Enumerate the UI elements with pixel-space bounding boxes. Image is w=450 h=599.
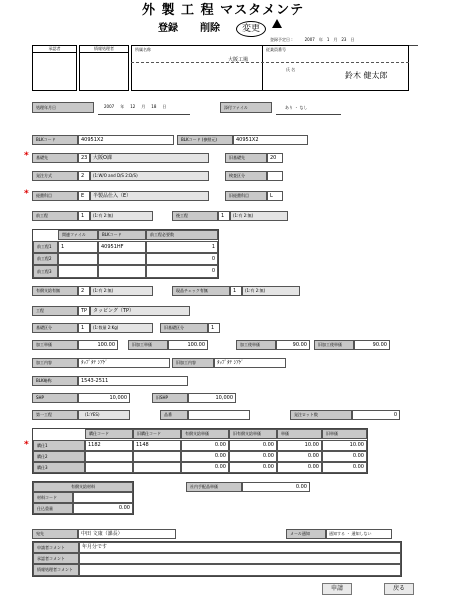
proc-date-label: 処理年月日 — [32, 102, 94, 113]
item-check-field[interactable]: 1 — [230, 286, 242, 296]
approval-dash-line — [131, 62, 409, 63]
proc-month-unit: 月 — [141, 104, 146, 109]
date-month[interactable]: 1 — [326, 37, 330, 42]
lot-size-field[interactable]: 0 — [352, 410, 400, 420]
parts-cell[interactable]: 1148 — [133, 440, 181, 451]
parts-cell[interactable] — [133, 451, 181, 462]
parts-cell[interactable]: 1182 — [85, 440, 133, 451]
unit-price-field[interactable]: 100.00 — [78, 340, 118, 350]
old-use-price-label: 旧加工使単価 — [314, 340, 354, 350]
rel-header-blk: BLKコード — [98, 230, 146, 240]
date-label: 登録予定日 : — [270, 37, 293, 42]
prev-process-note: (1:有 2:無) — [90, 211, 153, 221]
old-unit-price-label: 旧加工単価 — [128, 340, 168, 350]
rel-qty-2[interactable]: 0 — [146, 253, 218, 265]
parts-header: 購仕コード — [85, 429, 133, 439]
mail-notify-options[interactable]: 通知する ・ 通知しない — [326, 529, 392, 539]
rel-file-1[interactable]: 1 — [58, 241, 98, 253]
parts-cell[interactable]: 10.00 — [277, 440, 322, 451]
prev-process-field[interactable]: 1 — [78, 211, 90, 221]
basis-label: 基礎区分 — [32, 323, 78, 333]
parts-cell[interactable]: 0.00 — [322, 462, 367, 473]
proc-date-underline — [98, 114, 190, 115]
parts-cell[interactable]: 0.00 — [181, 462, 229, 473]
date-day[interactable]: 23 — [341, 37, 347, 42]
rel-blk-3[interactable] — [98, 265, 146, 278]
date-day-unit: 日 — [350, 37, 355, 42]
rel-blk-1[interactable]: 40951HF — [98, 241, 146, 253]
required-star: * — [24, 151, 29, 161]
rel-file-2[interactable] — [58, 253, 98, 265]
use-price-field[interactable]: 90.00 — [276, 340, 310, 350]
page-title: 外 製 工 程 マスタメンテ — [142, 3, 305, 18]
proc-month[interactable]: 12 — [130, 104, 136, 109]
kiso-label: 基礎先 — [32, 153, 78, 163]
parts-cell[interactable]: 0.00 — [229, 462, 277, 473]
expense-name-field: 半製品仕入（E） — [90, 191, 209, 201]
attach-underline — [276, 114, 341, 115]
old-process-content-label: 旧加工内容 — [172, 358, 214, 368]
material-header: 有償支給材料 — [33, 482, 133, 492]
process-label: 工程 — [32, 306, 78, 316]
order-method-label: 発注方式 — [32, 171, 78, 181]
rel-blk-2[interactable] — [98, 253, 146, 265]
next-process-field[interactable]: 1 — [218, 211, 230, 221]
material-code-field[interactable] — [73, 492, 133, 503]
first-process-label: 第一工程 — [32, 410, 78, 420]
old-expense-field[interactable]: L — [267, 191, 283, 201]
employee-header: 従業員番号 — [266, 47, 286, 52]
processor-header: 情報処理者 — [80, 46, 128, 53]
kiso-name-field: 大阪O課 — [90, 153, 209, 163]
processor-box — [79, 45, 129, 91]
mode-change[interactable]: 変更 — [236, 21, 266, 37]
blk-name-label: BLK略称 — [32, 376, 78, 386]
register-date — [270, 38, 354, 42]
paid-supply-label: 有償支給有無 — [32, 286, 78, 296]
kiso-code-field[interactable]: 23 — [78, 153, 90, 163]
basis-field[interactable]: 1 — [78, 323, 90, 333]
old-shp-field[interactable]: 10,000 — [188, 393, 236, 403]
unit-price-label: 加工単価 — [32, 340, 78, 350]
old-unit-price-field[interactable]: 100.00 — [168, 340, 208, 350]
internal-price-field[interactable]: 0.00 — [242, 482, 310, 492]
expense-label: 経費科目 — [32, 191, 78, 201]
process-content-field[interactable]: ﾀｯﾌﾟﾀﾃ ｼｱｹﾞ — [78, 358, 170, 368]
process-code-field[interactable]: TP — [78, 306, 90, 316]
proc-year-unit: 年 — [120, 104, 125, 109]
parts-cell[interactable] — [85, 462, 133, 473]
rel-row-label: 前工程2 — [33, 253, 58, 265]
part-number-field[interactable] — [188, 410, 250, 420]
applicant-comment-field[interactable]: 年月分です — [79, 542, 401, 553]
old-shp-label: 旧SHP — [152, 393, 188, 403]
parts-cell[interactable]: 0.00 — [181, 440, 229, 451]
blk-code-label: BLKコード — [32, 135, 78, 145]
old-use-price-field[interactable]: 90.00 — [354, 340, 390, 350]
charge-weight-field[interactable]: 0.00 — [73, 503, 133, 514]
parts-cell[interactable]: 0.00 — [181, 451, 229, 462]
rel-header-qty: 前工程必要数 — [146, 230, 218, 240]
parts-cell[interactable]: 0.00 — [277, 462, 322, 473]
proc-year[interactable]: 2007 — [104, 104, 115, 109]
old-basis-label: 旧基礎区分 — [160, 323, 208, 333]
process-content-label: 加工内容 — [32, 358, 78, 368]
parts-cell[interactable]: 0.00 — [229, 451, 277, 462]
blk-code-ref-label: BLKコード (参照元) — [177, 135, 233, 145]
blk-code-ref-field[interactable]: 40951X2 — [233, 135, 308, 145]
date-year-unit: 年 — [318, 37, 323, 42]
prev-process-label: 前工程 — [32, 211, 78, 221]
employee-box — [262, 45, 409, 91]
approver-comment-label: 承認者コメント — [33, 553, 79, 564]
approver-box — [32, 45, 77, 91]
required-star: * — [24, 440, 29, 450]
recipient-field[interactable]: 中田 文康（課長） — [78, 529, 176, 539]
rel-qty-1[interactable]: 1 — [146, 241, 218, 253]
rel-file-3[interactable] — [58, 265, 98, 278]
blk-code-field[interactable]: 40951X2 — [78, 135, 174, 145]
date-year[interactable]: 2007 — [304, 37, 315, 42]
approver-header: 承認者 — [33, 46, 76, 53]
shp-field[interactable]: 10,000 — [78, 393, 130, 403]
parts-row-label: 購仕3 — [33, 462, 85, 473]
item-check-note: (1:有 2:無) — [242, 286, 300, 296]
parts-row-label: 購仕1 — [33, 440, 85, 451]
required-star: * — [24, 189, 29, 199]
parts-cell[interactable]: 10.00 — [322, 440, 367, 451]
material-code-label: 材料コード — [33, 492, 73, 503]
expense-code-field[interactable]: E — [78, 191, 90, 201]
parts-header: 単価 — [277, 429, 322, 439]
order-method-field[interactable]: 2 — [78, 171, 90, 181]
basis-note: (1:数量 2:Kg) — [90, 323, 153, 333]
up-arrow-icon[interactable] — [272, 19, 282, 28]
internal-price-label: 社内手配品単価 — [186, 482, 242, 492]
rel-row-label: 前工程3 — [33, 265, 58, 278]
parts-cell[interactable]: 0.00 — [322, 451, 367, 462]
order-method-note: (1:W/O and D/S 2:D/S) — [90, 171, 209, 181]
old-process-content-field[interactable]: ﾀｯﾌﾟﾀﾃ ｼｱｹﾞ — [214, 358, 286, 368]
department-value[interactable]: 大阪工場 — [228, 57, 249, 63]
inspection-field[interactable] — [267, 171, 283, 181]
recipient-label: 宛先 — [32, 529, 78, 539]
rel-header-file: 関連ファイル — [58, 230, 98, 240]
back-button[interactable]: 戻る — [384, 583, 414, 595]
rel-qty-3[interactable]: 0 — [146, 265, 218, 278]
charge-weight-label: 仕込重量 — [33, 503, 73, 514]
parts-cell[interactable]: 0.00 — [229, 440, 277, 451]
parts-header: 有償支給単価 — [181, 429, 229, 439]
mail-notify-label: メール通知 — [286, 529, 326, 539]
processor-comment-field[interactable] — [79, 564, 401, 576]
department-box — [131, 45, 262, 91]
employee-name[interactable]: 鈴木 健太郎 — [345, 71, 388, 80]
apply-button[interactable]: 申請 — [322, 583, 352, 595]
parts-header: 旧有償支給単価 — [229, 429, 277, 439]
parts-cell[interactable]: 0.00 — [277, 451, 322, 462]
attach-label: 添付ファイル — [220, 102, 272, 113]
processor-comment-label: 情報処理者コメント — [33, 564, 79, 576]
paid-supply-note: (1:有 2:無) — [90, 286, 153, 296]
inspection-label: 検査区分 — [225, 171, 267, 181]
date-month-unit: 月 — [333, 37, 338, 42]
paid-supply-field[interactable]: 2 — [78, 286, 90, 296]
old-basis-field[interactable]: 1 — [208, 323, 220, 333]
item-check-label: 現品チェック有無 — [172, 286, 230, 296]
parts-row-label: 購仕2 — [33, 451, 85, 462]
approver-comment-field[interactable] — [79, 553, 401, 564]
attach-options[interactable]: あり ・ なし — [285, 105, 308, 110]
use-price-label: 加工使単価 — [236, 340, 276, 350]
next-process-note: (1:有 2:無) — [230, 211, 288, 221]
next-process-label: 後工程 — [172, 211, 218, 221]
first-process-note[interactable]: (1:YES) — [78, 410, 130, 420]
old-kiso-field[interactable]: 20 — [267, 153, 283, 163]
mode-delete[interactable]: 削除 — [200, 23, 220, 34]
parts-cell[interactable] — [85, 451, 133, 462]
old-expense-label: 旧経費科目 — [225, 191, 267, 201]
proc-day-unit: 日 — [162, 104, 167, 109]
rel-row-label: 前工程1 — [33, 241, 58, 253]
part-number-label: 品番 — [160, 410, 188, 420]
blk-name-field[interactable]: 1543-2511 — [78, 376, 188, 386]
proc-date-value — [104, 105, 166, 109]
lot-size-label: 発注ロット数 — [290, 410, 352, 420]
applicant-comment-label: 申請者コメント — [33, 542, 79, 553]
name-prefix: 氏 名 — [286, 67, 296, 72]
parts-header: 旧購仕コード — [133, 429, 181, 439]
process-name-field: タッピング（TP） — [90, 306, 190, 316]
parts-header: 旧単価 — [322, 429, 367, 439]
mode-register[interactable]: 登録 — [158, 23, 178, 34]
shp-label: SHP — [32, 393, 78, 403]
parts-cell[interactable] — [133, 462, 181, 473]
department-header: 所属名称 — [135, 47, 151, 52]
old-kiso-label: 旧基礎先 — [225, 153, 267, 163]
proc-day[interactable]: 18 — [151, 104, 157, 109]
